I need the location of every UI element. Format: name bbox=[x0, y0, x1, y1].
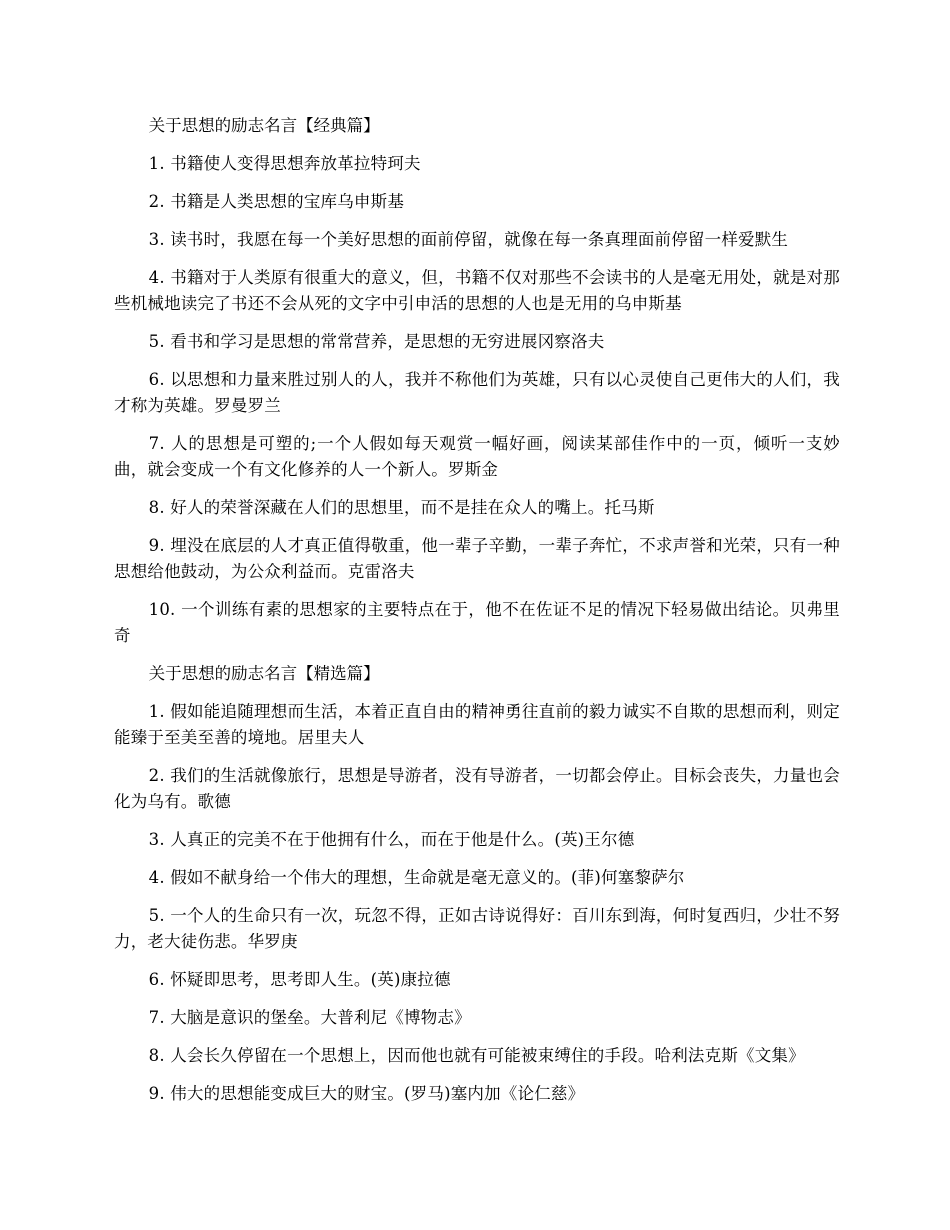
quote-item: 4. 书籍对于人类原有很重大的意义，但，书籍不仅对那些不会读书的人是毫无用处，就是对那些机械地读完了书还不会从死的文字中引申活的思想的人也是无用的乌申斯基 bbox=[114, 268, 840, 313]
quote-item: 2. 书籍是人类思想的宝库乌申斯基 bbox=[148, 192, 405, 211]
quote-item: 5. 一个人的生命只有一次，玩忽不得，正如古诗说得好：百川东到海，何时复西归，少壮不努力，老大徒伤悲。华罗庚 bbox=[114, 906, 840, 951]
quote-item: 10. 一个训练有素的思想家的主要特点在于，他不在佐证不足的情况下轻易做出结论。贝弗里奇 bbox=[114, 600, 840, 645]
quote-item: 2. 我们的生活就像旅行，思想是导游者，没有导游者，一切都会停止。目标会丧失，力量也会化为乌有。歌德 bbox=[114, 766, 840, 811]
section-heading-classic: 关于思想的励志名言【经典篇】 bbox=[148, 116, 380, 135]
quote-item: 8. 人会长久停留在一个思想上，因而他也就有可能被束缚住的手段。哈利法克斯《文集》 bbox=[148, 1046, 805, 1065]
quote-item: 7. 大脑是意识的堡垒。大普利尼《博物志》 bbox=[148, 1008, 471, 1027]
quote-item: 1. 书籍使人变得思想奔放革拉特珂夫 bbox=[148, 154, 421, 173]
quote-item: 6. 怀疑即思考，思考即人生。(英)康拉德 bbox=[148, 970, 451, 989]
quote-item: 3. 读书时，我愿在每一个美好思想的面前停留，就像在每一条真理面前停留一样爱默生 bbox=[148, 230, 789, 249]
quote-item: 9. 埋没在底层的人才真正值得敬重，他一辈子辛勤，一辈子奔忙，不求声誉和光荣，只有一种思想给他鼓动，为公众利益而。克雷洛夫 bbox=[114, 536, 840, 581]
section-heading-selected: 关于思想的励志名言【精选篇】 bbox=[148, 664, 380, 683]
quote-item: 8. 好人的荣誉深藏在人们的思想里，而不是挂在众人的嘴上。托马斯 bbox=[148, 498, 655, 517]
quote-item: 1. 假如能追随理想而生活，本着正直自由的精神勇往直前的毅力诚实不自欺的思想而利，则定能臻于至美至善的境地。居里夫人 bbox=[114, 702, 840, 747]
quote-item: 6. 以思想和力量来胜过别人的人，我并不称他们为英雄，只有以心灵使自己更伟大的人们，我才称为英雄。罗曼罗兰 bbox=[114, 370, 840, 415]
quote-item: 3. 人真正的完美不在于他拥有什么，而在于他是什么。(英)王尔德 bbox=[148, 830, 635, 849]
quote-item: 7. 人的思想是可塑的;一个人假如每天观赏一幅好画，阅读某部佳作中的一页，倾听一支妙曲，就会变成一个有文化修养的人一个新人。罗斯金 bbox=[114, 434, 840, 479]
quote-item: 5. 看书和学习是思想的常常营养，是思想的无穷进展冈察洛夫 bbox=[148, 332, 605, 351]
quote-item: 4. 假如不献身给一个伟大的理想，生命就是毫无意义的。(菲)何塞黎萨尔 bbox=[148, 868, 685, 887]
quote-item: 9. 伟大的思想能变成巨大的财宝。(罗马)塞内加《论仁慈》 bbox=[148, 1084, 585, 1103]
document-body bbox=[114, 113, 840, 1119]
